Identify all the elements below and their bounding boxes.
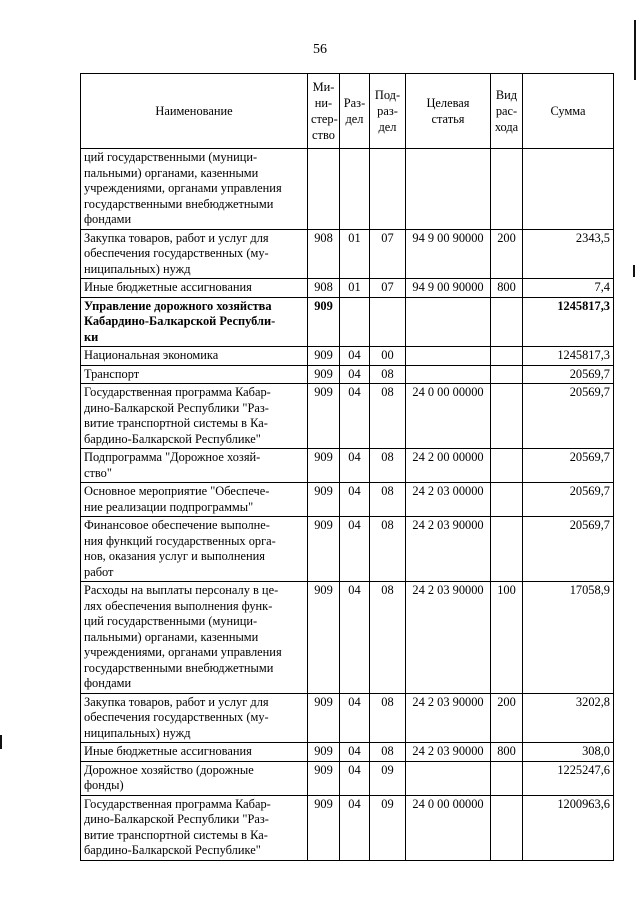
- table-header-row: [81, 74, 614, 149]
- cell-subsection: 09: [370, 795, 406, 860]
- cell-ministry: [308, 149, 340, 230]
- table-row: [81, 384, 614, 449]
- cell-ministry: 909: [308, 517, 340, 582]
- table-row: [81, 365, 614, 384]
- cell-target: 24 2 03 90000: [406, 693, 491, 743]
- cell-sum: 20569,7: [523, 384, 614, 449]
- cell-section: 04: [340, 795, 370, 860]
- cell-type: 200: [491, 229, 523, 279]
- cell-subsection: 00: [370, 347, 406, 366]
- header-subsection: Под- раз- дел: [370, 74, 406, 149]
- cell-subsection: [370, 297, 406, 347]
- cell-type: [491, 761, 523, 795]
- table-row: [81, 279, 614, 298]
- cell-name: Расходы на выплаты персоналу в це- лях обеспечения выполнения функ- ций государственными (муници- пальными) органами, казенными учреждениями, органами управления государственными внебюджетными фондами: [81, 582, 308, 694]
- cell-target: [406, 761, 491, 795]
- cell-section: 04: [340, 347, 370, 366]
- table-body: [81, 149, 614, 861]
- table-row: [81, 517, 614, 582]
- scan-edge-mark: [633, 265, 635, 277]
- cell-subsection: 08: [370, 483, 406, 517]
- table-row: [81, 693, 614, 743]
- cell-ministry: 909: [308, 761, 340, 795]
- cell-section: 04: [340, 517, 370, 582]
- cell-target: 94 9 00 90000: [406, 279, 491, 298]
- cell-sum: 20569,7: [523, 365, 614, 384]
- cell-name: Иные бюджетные ассигнования: [81, 279, 308, 298]
- header-expense-type: Вид рас- хода: [491, 74, 523, 149]
- cell-sum: 1245817,3: [523, 297, 614, 347]
- cell-sum: 2343,5: [523, 229, 614, 279]
- table-row: [81, 297, 614, 347]
- cell-target: 24 0 00 00000: [406, 384, 491, 449]
- header-ministry: Ми- ни- стер- ство: [308, 74, 340, 149]
- cell-section: 04: [340, 365, 370, 384]
- cell-type: [491, 517, 523, 582]
- cell-target: [406, 365, 491, 384]
- cell-sum: 1200963,6: [523, 795, 614, 860]
- cell-type: [491, 297, 523, 347]
- cell-type: [491, 365, 523, 384]
- cell-target: [406, 149, 491, 230]
- cell-sum: 1245817,3: [523, 347, 614, 366]
- cell-target: 24 2 03 00000: [406, 483, 491, 517]
- cell-target: 24 2 00 00000: [406, 449, 491, 483]
- cell-subsection: 07: [370, 279, 406, 298]
- cell-target: 24 2 03 90000: [406, 517, 491, 582]
- cell-ministry: 909: [308, 582, 340, 694]
- table-row: [81, 761, 614, 795]
- cell-type: 800: [491, 279, 523, 298]
- cell-name: Национальная экономика: [81, 347, 308, 366]
- header-target: Целевая статья: [406, 74, 491, 149]
- table-row: [81, 795, 614, 860]
- cell-ministry: 908: [308, 229, 340, 279]
- cell-subsection: 08: [370, 743, 406, 762]
- cell-subsection: 08: [370, 449, 406, 483]
- cell-section: 04: [340, 582, 370, 694]
- cell-ministry: 909: [308, 297, 340, 347]
- table-row: [81, 149, 614, 230]
- cell-type: 100: [491, 582, 523, 694]
- cell-subsection: 08: [370, 693, 406, 743]
- cell-target: [406, 297, 491, 347]
- cell-type: [491, 483, 523, 517]
- cell-section: [340, 149, 370, 230]
- cell-sum: 20569,7: [523, 483, 614, 517]
- cell-name: Закупка товаров, работ и услуг для обеспечения государственных (му- ниципальных) нужд: [81, 229, 308, 279]
- cell-target: 94 9 00 90000: [406, 229, 491, 279]
- cell-type: [491, 384, 523, 449]
- cell-section: 04: [340, 483, 370, 517]
- cell-name: Иные бюджетные ассигнования: [81, 743, 308, 762]
- cell-ministry: 909: [308, 384, 340, 449]
- cell-section: 04: [340, 384, 370, 449]
- cell-subsection: 09: [370, 761, 406, 795]
- header-sum: Сумма: [523, 74, 614, 149]
- cell-name: Закупка товаров, работ и услуг для обеспечения государственных (му- ниципальных) нужд: [81, 693, 308, 743]
- cell-name: Финансовое обеспечение выполне- ния функций государственных орга- нов, оказания услуг и выполнения работ: [81, 517, 308, 582]
- cell-sum: 17058,9: [523, 582, 614, 694]
- table-row: [81, 347, 614, 366]
- cell-target: 24 2 03 90000: [406, 743, 491, 762]
- cell-name: Дорожное хозяйство (дорожные фонды): [81, 761, 308, 795]
- cell-target: 24 2 03 90000: [406, 582, 491, 694]
- cell-section: [340, 297, 370, 347]
- header-name: Наименование: [81, 74, 308, 149]
- cell-section: 01: [340, 229, 370, 279]
- table-row: [81, 743, 614, 762]
- cell-name: Государственная программа Кабар- дино-Балкарской Республики "Раз- витие транспортной системы в Ка- бардино-Балкарской Республике": [81, 795, 308, 860]
- cell-sum: [523, 149, 614, 230]
- cell-name: Государственная программа Кабар- дино-Балкарской Республики "Раз- витие транспортной системы в Ка- бардино-Балкарской Республике": [81, 384, 308, 449]
- cell-type: 800: [491, 743, 523, 762]
- cell-name: Основное мероприятие "Обеспече- ние реализации подпрограммы": [81, 483, 308, 517]
- cell-subsection: 08: [370, 517, 406, 582]
- cell-subsection: 08: [370, 384, 406, 449]
- cell-name: Подпрограмма "Дорожное хозяй- ство": [81, 449, 308, 483]
- cell-sum: 7,4: [523, 279, 614, 298]
- cell-type: [491, 347, 523, 366]
- cell-ministry: 908: [308, 279, 340, 298]
- budget-table: [80, 73, 614, 861]
- scan-edge-mark: [634, 20, 636, 80]
- cell-type: [491, 795, 523, 860]
- cell-section: 04: [340, 743, 370, 762]
- cell-subsection: [370, 149, 406, 230]
- cell-sum: 3202,8: [523, 693, 614, 743]
- cell-subsection: 08: [370, 365, 406, 384]
- header-section: Раз- дел: [340, 74, 370, 149]
- table-row: [81, 483, 614, 517]
- cell-target: [406, 347, 491, 366]
- cell-ministry: 909: [308, 693, 340, 743]
- cell-sum: 308,0: [523, 743, 614, 762]
- cell-type: 200: [491, 693, 523, 743]
- cell-type: [491, 149, 523, 230]
- cell-section: 04: [340, 449, 370, 483]
- cell-ministry: 909: [308, 795, 340, 860]
- cell-name: Управление дорожного хозяйства Кабардино-Балкарской Республи- ки: [81, 297, 308, 347]
- page-number: 56: [313, 42, 327, 57]
- cell-section: 01: [340, 279, 370, 298]
- cell-section: 04: [340, 761, 370, 795]
- cell-target: 24 0 00 00000: [406, 795, 491, 860]
- cell-subsection: 07: [370, 229, 406, 279]
- table-row: [81, 582, 614, 694]
- cell-sum: 1225247,6: [523, 761, 614, 795]
- cell-sum: 20569,7: [523, 449, 614, 483]
- cell-name: ций государственными (муници- пальными) органами, казенными учреждениями, органами управления государственными внебюджетными фондами: [81, 149, 308, 230]
- cell-ministry: 909: [308, 743, 340, 762]
- table-row: [81, 229, 614, 279]
- cell-section: 04: [340, 693, 370, 743]
- cell-ministry: 909: [308, 449, 340, 483]
- cell-subsection: 08: [370, 582, 406, 694]
- cell-name: Транспорт: [81, 365, 308, 384]
- scan-edge-mark: [0, 735, 2, 749]
- cell-sum: 20569,7: [523, 517, 614, 582]
- cell-type: [491, 449, 523, 483]
- cell-ministry: 909: [308, 365, 340, 384]
- cell-ministry: 909: [308, 483, 340, 517]
- table-row: [81, 449, 614, 483]
- cell-ministry: 909: [308, 347, 340, 366]
